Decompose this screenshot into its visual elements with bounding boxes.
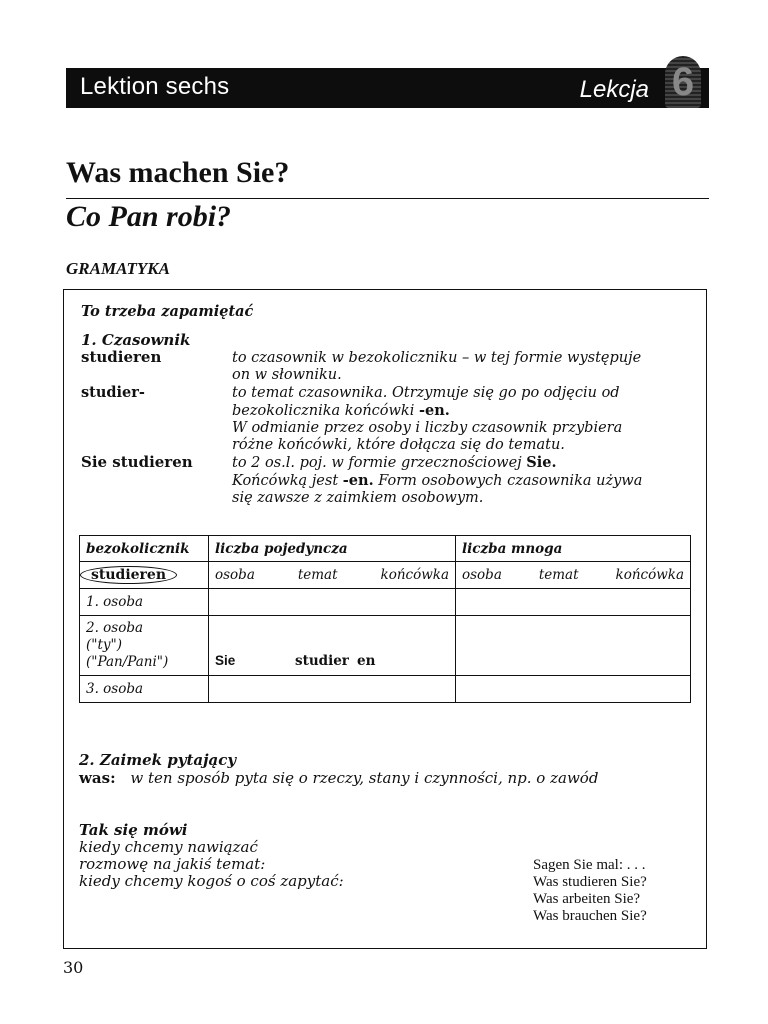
lesson-number-badge: 6	[665, 56, 701, 108]
definition-line: W odmianie przez osoby i liczby czasownik przybiera	[232, 420, 623, 436]
definition-line: to czasownik w bezokoliczniku – w tej formie występuje	[232, 350, 642, 366]
cell-ending: en	[357, 653, 376, 669]
row-label: 3. osoba	[80, 676, 209, 703]
table-header-row	[80, 536, 691, 562]
pronoun-sie: Sie.	[526, 454, 557, 471]
example-phrase: Was arbeiten Sie?	[533, 891, 641, 907]
table-cell	[456, 676, 691, 703]
definition-line: to temat czasownika. Otrzymuje się go po odjęciu od	[232, 385, 620, 401]
definition-stem	[232, 385, 692, 454]
definition-line	[232, 402, 692, 420]
table-header: liczba pojedyncza	[209, 536, 456, 562]
table-cell	[80, 562, 209, 589]
definition-line: różne końcówki, które dołącza się do tematu.	[232, 437, 565, 453]
table-header: liczba mnoga	[456, 536, 691, 562]
subsection-verb-heading: 1. Czasownik	[81, 331, 191, 349]
was-line	[79, 769, 598, 787]
section-heading-grammar: GRAMATYKA	[66, 259, 170, 278]
table-cell	[456, 562, 691, 589]
definition-line	[232, 454, 692, 472]
usage-line: kiedy chcemy kogoś o coś zapytać:	[79, 872, 344, 890]
subsection-pronoun-heading: 2. Zaimek pytający	[79, 751, 237, 769]
cell-stem: studier	[295, 653, 349, 669]
table-cell	[209, 676, 456, 703]
lesson-header-bar	[66, 60, 709, 108]
table-cell	[456, 589, 691, 616]
subheader-ending: końcówka	[615, 567, 684, 583]
usage-line: kiedy chcemy nawiązać	[79, 838, 258, 856]
row-label-line: ("ty")	[86, 637, 123, 653]
row-label-line: 2. osoba	[86, 620, 144, 636]
subheader-stem: temat	[297, 567, 338, 583]
term-stem: studier-	[81, 384, 145, 401]
definition-studieren	[232, 350, 692, 384]
table-header: bezokolicznik	[80, 536, 209, 562]
table-row	[80, 589, 691, 616]
usage-lines	[79, 839, 344, 890]
definition-sie-studieren	[232, 454, 692, 507]
page-title-german: Was machen Sie?	[66, 156, 290, 189]
table-cell	[456, 616, 691, 676]
table-row	[80, 616, 691, 676]
definition-line	[232, 472, 692, 490]
definition-was: w ten sposób pyta się o rzeczy, stany i czynności, np. o zawód	[130, 769, 599, 787]
usage-line: rozmowę na jakiś temat:	[79, 855, 266, 873]
definition-text: Form osobowych czasownika używa	[373, 473, 643, 489]
lesson-title-german: Lektion sechs	[80, 73, 230, 100]
example-phrase: Was studieren Sie?	[533, 874, 647, 890]
conjugation-table	[79, 535, 691, 703]
row-label: 1. osoba	[80, 589, 209, 616]
table-cell	[209, 589, 456, 616]
term-was: was:	[79, 769, 116, 787]
definition-text: to 2 os.l. poj. w formie grzecznościowej	[232, 455, 527, 471]
lesson-title-polish: Lekcja	[579, 76, 649, 103]
cell-person: Sie	[215, 653, 236, 668]
usage-heading: Tak się mówi	[79, 821, 188, 839]
page-number: 30	[63, 958, 84, 977]
table-cell	[209, 562, 456, 589]
page-title-polish: Co Pan robi?	[66, 200, 232, 233]
subheader-person: osoba	[215, 567, 255, 583]
definition-text: Końcówką jest	[232, 473, 343, 489]
title-divider	[66, 198, 709, 199]
example-phrase: Sagen Sie mal: . . .	[533, 857, 646, 873]
subheader-stem: temat	[538, 567, 579, 583]
definition-line: się zawsze z zaimkiem osobowym.	[232, 490, 484, 506]
definition-line: on w słowniku.	[232, 367, 342, 383]
subheader-ending: końcówka	[380, 567, 449, 583]
subheader-person: osoba	[462, 567, 502, 583]
box-heading: To trzeba zapamiętać	[81, 303, 254, 320]
table-subheader-row	[80, 562, 691, 589]
table-cell	[209, 616, 456, 676]
example-phrase: Was brauchen Sie?	[533, 908, 647, 924]
definition-text: bezokolicznika końcówki	[232, 403, 419, 419]
example-phrases	[533, 857, 647, 925]
circled-verb: studieren	[80, 566, 177, 584]
row-label	[80, 616, 209, 676]
ending-en: -en.	[342, 472, 374, 489]
row-label-line: ("Pan/Pani")	[86, 654, 169, 670]
ending-en: -en.	[418, 402, 450, 419]
term-sie-studieren: Sie studieren	[81, 453, 193, 471]
term-studieren: studieren	[81, 348, 162, 366]
table-row	[80, 676, 691, 703]
